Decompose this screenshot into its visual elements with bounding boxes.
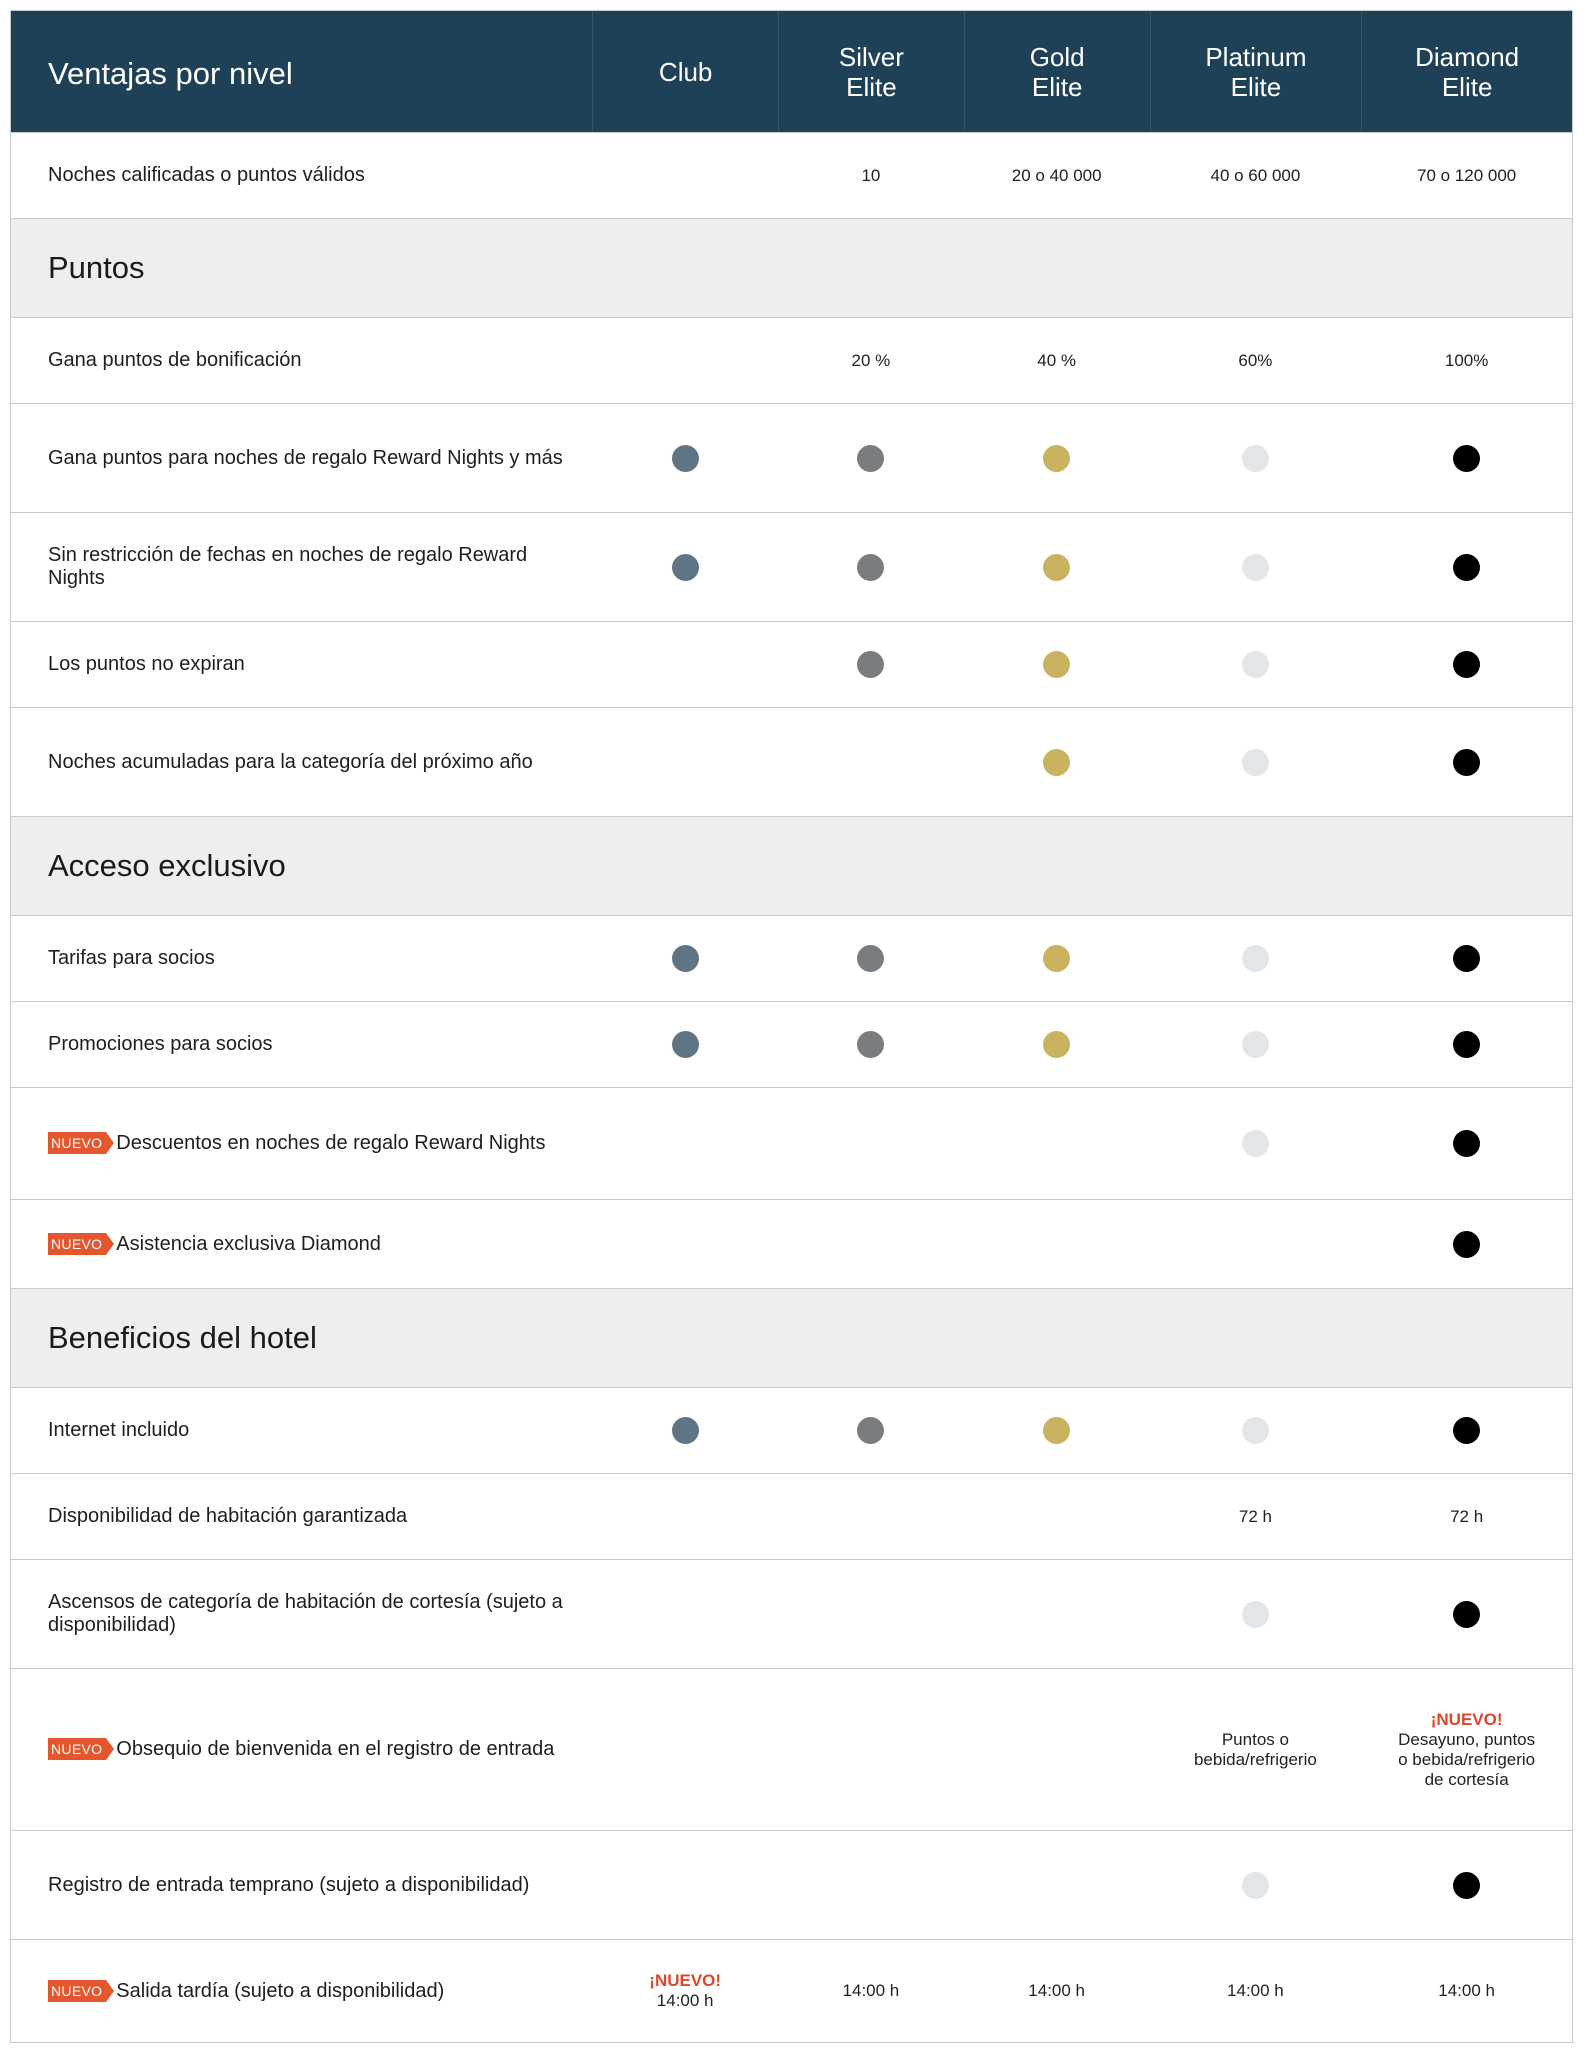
- platinum-dot-icon: [1242, 1417, 1269, 1444]
- row-label: Ascensos de categoría de habitación de cortesía (sujeto a disponibilidad): [48, 1591, 563, 1636]
- table-row: [11, 916, 1572, 1002]
- section-title: Puntos: [48, 250, 145, 285]
- diamond-dot-icon: [1453, 651, 1480, 678]
- diamond-dot-icon: [1453, 1031, 1480, 1058]
- silver-dot-icon: [857, 445, 884, 472]
- platinum-dot-icon: [1242, 1601, 1269, 1628]
- table-row: [11, 513, 1572, 622]
- table-row: [11, 1088, 1572, 1200]
- table-row: [11, 404, 1572, 513]
- row-label: Disponibilidad de habitación garantizada: [48, 1505, 408, 1527]
- row-label: Noches acumuladas para la categoría del próximo año: [48, 750, 533, 773]
- section-title: Beneficios del hotel: [48, 1320, 317, 1355]
- diamond-dot-icon: [1453, 1417, 1480, 1444]
- tier-club: Club: [592, 11, 778, 132]
- tier-diamond: Diamond Elite: [1361, 11, 1572, 132]
- diamond-dot-icon: [1453, 1130, 1480, 1157]
- new-badge: NUEVO: [48, 1980, 106, 2002]
- gold-dot-icon: [1043, 651, 1070, 678]
- row-label: Internet incluido: [48, 1419, 190, 1441]
- table-row: [11, 1002, 1572, 1088]
- gold-dot-icon: [1043, 445, 1070, 472]
- row-label: Promociones para socios: [48, 1033, 273, 1055]
- cell-diamond: 72 h: [1450, 1506, 1484, 1526]
- cell-club: [592, 133, 778, 218]
- platinum-dot-icon: [1242, 554, 1269, 581]
- new-badge: NUEVO: [48, 1132, 106, 1154]
- new-label: ¡NUEVO!: [649, 1971, 722, 1990]
- row-label: NUEVO Obsequio de bienvenida en el registro de entrada: [48, 1738, 554, 1761]
- cell-diamond: ¡NUEVO! Desayuno, puntos o bebida/refrigerio de cortesía: [1398, 1709, 1536, 1789]
- cell-platinum: 14:00 h: [1227, 1981, 1284, 2000]
- silver-dot-icon: [857, 651, 884, 678]
- table-row: [11, 1388, 1572, 1474]
- cell-diamond: 14:00 h: [1438, 1981, 1495, 2000]
- platinum-dot-icon: [1242, 445, 1269, 472]
- cell-diamond: 70 o 120 000: [1416, 165, 1517, 185]
- silver-dot-icon: [857, 1417, 884, 1444]
- cell-gold: 14:00 h: [1028, 1981, 1086, 2000]
- diamond-dot-icon: [1453, 749, 1480, 776]
- cell-silver: 20 %: [851, 350, 891, 370]
- gold-dot-icon: [1043, 1031, 1070, 1058]
- new-badge: NUEVO: [48, 1233, 106, 1255]
- row-label: NUEVO Salida tardía (sujeto a disponibilidad): [48, 1980, 444, 2003]
- diamond-dot-icon: [1453, 945, 1480, 972]
- row-label: Gana puntos de bonificación: [48, 349, 302, 371]
- club-dot-icon: [672, 1417, 699, 1444]
- table-row: [11, 1940, 1572, 2042]
- platinum-dot-icon: [1242, 945, 1269, 972]
- silver-dot-icon: [857, 554, 884, 581]
- row-label: Tarifas para socios: [48, 947, 215, 969]
- table-row: [11, 318, 1572, 404]
- cell-club: [592, 318, 778, 403]
- platinum-dot-icon: [1242, 1872, 1269, 1899]
- table-row: [11, 708, 1572, 817]
- cell-gold: 40 %: [1037, 350, 1077, 370]
- cell-platinum: 40 o 60 000: [1210, 165, 1301, 185]
- gold-dot-icon: [1043, 1417, 1070, 1444]
- platinum-dot-icon: [1242, 749, 1269, 776]
- cell-gold: 20 o 40 000: [1011, 165, 1102, 185]
- cell-silver: 14:00 h: [842, 1981, 900, 2000]
- cell-club: [592, 1474, 778, 1559]
- section-header-hotel: [11, 1289, 1572, 1388]
- header-title: Ventajas por nivel: [48, 55, 293, 91]
- club-dot-icon: [672, 1031, 699, 1058]
- table-row: [11, 622, 1572, 708]
- new-badge: NUEVO: [48, 1738, 106, 1760]
- row-label: Sin restricción de fechas en noches de regalo Reward Nights: [48, 544, 528, 589]
- table-row: [11, 1560, 1572, 1669]
- tier-silver: Silver Elite: [778, 11, 964, 132]
- diamond-dot-icon: [1453, 554, 1480, 581]
- gold-dot-icon: [1043, 749, 1070, 776]
- section-header-access: [11, 817, 1572, 916]
- cell-silver: [778, 1474, 964, 1559]
- section-header-points: [11, 219, 1572, 318]
- cell-platinum: Puntos o bebida/refrigerio: [1193, 1729, 1317, 1769]
- diamond-dot-icon: [1453, 1601, 1480, 1628]
- silver-dot-icon: [857, 945, 884, 972]
- cell-platinum: 60%: [1238, 350, 1273, 370]
- row-label: Los puntos no expiran: [48, 653, 245, 675]
- cell-platinum: 72 h: [1238, 1506, 1272, 1526]
- row-label: Noches calificadas o puntos válidos: [48, 164, 365, 186]
- club-dot-icon: [672, 554, 699, 581]
- table-row: [11, 1669, 1572, 1831]
- club-dot-icon: [672, 445, 699, 472]
- diamond-dot-icon: [1453, 1872, 1480, 1899]
- row-label: Registro de entrada temprano (sujeto a disponibilidad): [48, 1873, 530, 1896]
- cell-silver: 10: [861, 165, 881, 185]
- benefits-table: [10, 10, 1573, 2043]
- table-row: [11, 1200, 1572, 1289]
- row-label: Gana puntos para noches de regalo Reward Nights y más: [48, 446, 563, 469]
- diamond-dot-icon: [1453, 445, 1480, 472]
- row-label: NUEVO Descuentos en noches de regalo Reward Nights: [48, 1132, 545, 1155]
- cell-club: ¡NUEVO! 14:00 h: [649, 1971, 722, 2010]
- table-row: [11, 1831, 1572, 1940]
- table-row: [11, 133, 1572, 219]
- cell-gold: [964, 1474, 1150, 1559]
- diamond-dot-icon: [1453, 1231, 1480, 1258]
- section-title: Acceso exclusivo: [48, 848, 286, 883]
- table-header: [11, 11, 1572, 133]
- cell-diamond: 100%: [1444, 350, 1489, 370]
- platinum-dot-icon: [1242, 1031, 1269, 1058]
- gold-dot-icon: [1043, 554, 1070, 581]
- table-row: [11, 1474, 1572, 1560]
- tier-gold: Gold Elite: [964, 11, 1150, 132]
- club-dot-icon: [672, 945, 699, 972]
- row-label: NUEVO Asistencia exclusiva Diamond: [48, 1233, 381, 1256]
- new-label: ¡NUEVO!: [1430, 1709, 1503, 1729]
- tier-platinum: Platinum Elite: [1150, 11, 1362, 132]
- platinum-dot-icon: [1242, 1130, 1269, 1157]
- silver-dot-icon: [857, 1031, 884, 1058]
- platinum-dot-icon: [1242, 651, 1269, 678]
- gold-dot-icon: [1043, 945, 1070, 972]
